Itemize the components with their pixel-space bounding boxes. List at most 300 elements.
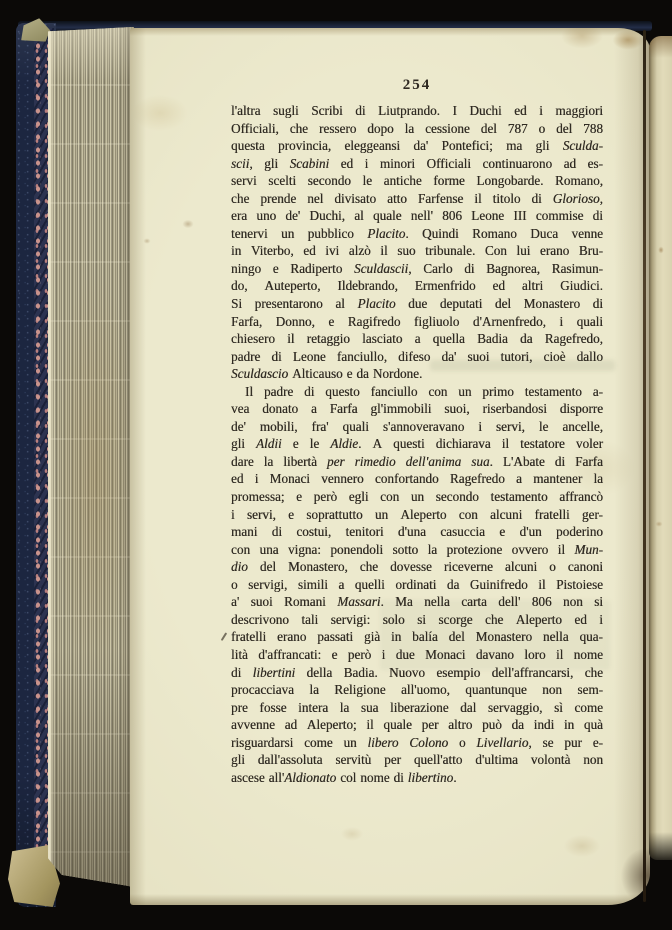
word: gli — [231, 436, 245, 452]
word: vigna: — [287, 541, 321, 557]
word: e — [272, 260, 279, 276]
word: 806 — [442, 208, 462, 224]
word: retaggio — [306, 331, 350, 347]
word: al — [335, 296, 345, 312]
word: dopo — [367, 120, 394, 136]
word: padre — [231, 348, 261, 364]
word: già — [363, 629, 381, 645]
text-line — [231, 524, 603, 542]
word: Auteperto, — [264, 278, 321, 294]
word: alzò — [348, 243, 371, 259]
word: ad — [563, 155, 577, 171]
word: Romano, — [554, 173, 603, 189]
word: dichiarava — [435, 436, 491, 452]
word: due — [408, 296, 428, 312]
word: risguardarsi — [231, 734, 294, 750]
word: fosse — [259, 699, 287, 715]
word: Romani — [284, 594, 326, 610]
word: che — [584, 664, 603, 680]
text-line — [231, 296, 603, 314]
word: Massari. — [337, 594, 384, 610]
word: lui — [516, 243, 531, 259]
word: Giudici. — [560, 278, 603, 294]
word: a — [310, 401, 317, 417]
word: Aldii — [256, 436, 282, 452]
word: Nordone. — [372, 366, 423, 382]
word: divisato — [334, 190, 377, 206]
word: Romano — [472, 225, 517, 241]
word: la — [263, 453, 274, 469]
text-line — [231, 594, 603, 612]
word: III — [513, 208, 527, 224]
word: questo — [325, 383, 360, 399]
word: scii, — [231, 155, 253, 171]
word: sua. — [471, 453, 493, 469]
word: Aleperto — [515, 611, 562, 627]
word: con — [380, 489, 400, 505]
word: sua — [360, 699, 379, 715]
word: non — [583, 752, 603, 768]
word: Bagnorea, — [486, 260, 540, 276]
word: ma — [506, 138, 523, 154]
word: nell' — [410, 208, 433, 224]
word: di — [592, 208, 603, 224]
word: 787 — [507, 120, 528, 136]
word: del — [480, 120, 497, 136]
word: sì — [554, 699, 563, 715]
word: eleggeansi — [344, 138, 401, 154]
word: alcuni — [490, 506, 523, 522]
word: la — [427, 541, 438, 557]
word: quelli — [354, 576, 385, 592]
word: scelti — [268, 173, 297, 189]
word: quale — [383, 717, 412, 733]
word: i — [364, 155, 369, 171]
word: soprattutto — [306, 506, 363, 522]
word: e — [292, 436, 299, 452]
text-line — [231, 700, 603, 718]
word: Officiali, — [231, 120, 279, 136]
word: non — [562, 594, 583, 610]
text-line — [231, 682, 603, 700]
word: Carlo — [423, 260, 453, 276]
word: gli — [535, 138, 550, 154]
word: due — [395, 646, 415, 662]
word: tenitori — [345, 524, 384, 540]
word: con — [458, 506, 478, 522]
text-line — [231, 419, 603, 437]
text-line — [231, 349, 603, 367]
word: pre — [231, 699, 248, 715]
word: dell' — [498, 594, 521, 610]
word: Glorioso, — [552, 190, 603, 206]
word: servi, — [495, 418, 525, 434]
word: tenervi — [231, 225, 268, 241]
word: libertà — [283, 453, 317, 469]
word: e — [328, 313, 335, 329]
word: Ragefredo, — [544, 331, 603, 347]
paragraph — [231, 384, 603, 788]
word: Livellario, — [476, 734, 532, 750]
word: che — [231, 190, 250, 206]
word: s'annoveravano — [382, 418, 465, 434]
text-line — [231, 665, 603, 683]
word: un — [458, 383, 472, 399]
word: libero — [367, 734, 399, 750]
word: col — [340, 769, 357, 785]
word: o — [538, 120, 546, 136]
word: ivi — [325, 243, 340, 259]
word: lità — [231, 646, 248, 662]
word: atto — [387, 190, 407, 206]
word: simili — [297, 576, 328, 592]
word: casuccia — [440, 524, 485, 540]
word: che — [359, 559, 379, 575]
word: nome — [360, 769, 390, 785]
word: rimedio — [354, 453, 396, 469]
word: servi — [231, 173, 257, 189]
word: la — [593, 471, 603, 487]
word: ordinati — [395, 576, 437, 592]
word: all'uomo, — [400, 682, 450, 698]
word: testatore — [520, 436, 565, 452]
word: sotto — [392, 541, 419, 557]
word: Badia. — [343, 664, 378, 680]
word: da' — [441, 348, 457, 364]
word: testamento — [524, 383, 582, 399]
word: Leone — [471, 208, 505, 224]
word: vea — [231, 401, 250, 417]
word: minori — [379, 155, 415, 171]
word: o — [549, 559, 556, 575]
word: dare — [231, 453, 254, 469]
text-line — [231, 629, 603, 647]
word: quale — [372, 208, 402, 224]
word: ed — [340, 155, 354, 171]
text-line — [231, 103, 603, 121]
word: fanciullo — [370, 383, 418, 399]
word: Aldie. — [330, 436, 362, 452]
text-line — [231, 226, 603, 244]
word: i — [254, 471, 259, 487]
word: dal — [460, 699, 477, 715]
word: donato — [262, 401, 299, 417]
word: primo — [482, 383, 514, 399]
word: descrivono — [231, 611, 289, 627]
text-line — [231, 366, 603, 384]
word: alcuni — [504, 559, 538, 575]
word: Monastero — [475, 629, 533, 645]
word: es- — [587, 155, 603, 171]
word: Liutprando. — [378, 103, 440, 118]
word: Farfa — [575, 453, 603, 469]
word: poderino — [556, 524, 603, 540]
word: ovvero — [511, 541, 549, 557]
word: servitù — [335, 752, 372, 768]
word: Ragefredo — [449, 471, 505, 487]
word: antiche — [383, 173, 422, 189]
word: e — [296, 489, 302, 505]
word: del — [494, 296, 512, 312]
word: Ermenfrido — [414, 278, 476, 294]
word: secondo — [307, 173, 351, 189]
word: nella — [424, 594, 450, 610]
word: ningo — [231, 260, 262, 276]
text-line — [231, 314, 603, 332]
word: altri — [521, 278, 544, 294]
word: difeso — [398, 348, 431, 364]
page-edges-stack — [48, 27, 134, 893]
word: però — [347, 646, 372, 662]
word: A — [372, 436, 383, 452]
word: si — [594, 594, 603, 610]
word: Officiali — [426, 155, 471, 171]
word: il — [380, 243, 388, 259]
word: in — [390, 629, 402, 645]
word: forme — [433, 173, 465, 189]
word: commise — [535, 208, 584, 224]
word: Sculdascii, — [353, 260, 412, 276]
word: era — [231, 208, 248, 224]
word: quali — [342, 418, 369, 434]
word: all'Aldionato — [268, 769, 337, 785]
word: Viterbo, — [250, 243, 294, 259]
word: se — [542, 734, 554, 750]
word: al — [354, 208, 364, 224]
text-line — [231, 191, 603, 209]
word: canoni — [567, 559, 603, 575]
word: 806 — [531, 594, 552, 610]
word: provincia, — [278, 138, 332, 154]
word: o — [458, 734, 466, 750]
word: ger- — [581, 506, 603, 522]
text-line — [231, 261, 603, 279]
text-line — [231, 454, 603, 472]
word: il — [538, 576, 546, 592]
word: Monaci — [269, 471, 310, 487]
word: il — [474, 190, 482, 206]
gutter-shadow-line — [643, 30, 646, 902]
word: Quindi — [422, 225, 459, 241]
word: tutori, — [500, 348, 533, 364]
word: indi — [533, 717, 555, 733]
word: uno — [256, 208, 277, 224]
word: Monastero, — [288, 559, 348, 575]
word: Sculda- — [562, 138, 603, 154]
word: fratelli — [231, 629, 267, 645]
word: in — [231, 243, 242, 259]
word: Longobarde. — [476, 173, 544, 189]
text-line — [231, 121, 603, 139]
word: le — [538, 418, 549, 434]
word: per — [421, 717, 439, 733]
word: per — [384, 752, 401, 768]
word: fanciullo, — [336, 348, 388, 364]
text-line — [231, 471, 603, 489]
word: quà — [583, 717, 603, 733]
word: gli — [264, 155, 279, 171]
word: servaggio, — [487, 699, 543, 715]
word: Ma — [395, 594, 413, 610]
word: gl'immobili — [370, 401, 432, 417]
word: il — [555, 646, 564, 662]
word: con — [231, 541, 251, 557]
word: voler — [575, 436, 603, 452]
text-line — [231, 489, 603, 507]
word: Nuovo — [389, 664, 425, 680]
word: egli — [348, 489, 369, 505]
word: i — [381, 646, 386, 662]
word: a' — [231, 594, 240, 610]
word: le — [362, 173, 373, 189]
word: Radiperto — [290, 260, 343, 276]
word: i — [231, 506, 235, 522]
word: di — [271, 348, 282, 364]
word: la — [309, 682, 319, 698]
word: dell'anima — [405, 453, 462, 469]
word: dallo — [576, 348, 603, 364]
word: esempio — [436, 664, 481, 680]
word: in — [563, 717, 575, 733]
word: quali — [576, 313, 603, 329]
word: il — [366, 717, 374, 733]
word: di — [592, 296, 603, 312]
word: liberazione — [390, 699, 449, 715]
word: de' — [231, 418, 246, 434]
word: disporre — [559, 401, 603, 417]
word: di — [304, 383, 315, 399]
word: testamento — [490, 489, 548, 505]
word: di — [271, 524, 282, 540]
word: ed — [231, 471, 244, 487]
word: quell'atto — [413, 752, 463, 768]
word: ressero — [318, 120, 357, 136]
word: Badia — [477, 331, 508, 347]
word: Farfa — [329, 401, 358, 417]
word: a- — [592, 383, 603, 399]
word: sugli — [273, 103, 299, 118]
word: Il — [245, 383, 254, 399]
word: Alticauso — [292, 366, 343, 382]
word: do, — [231, 278, 248, 294]
word: gli — [231, 752, 245, 768]
word: d'ultima — [475, 752, 518, 768]
word: il — [557, 541, 565, 557]
word: intera — [298, 699, 329, 715]
word: cessione — [425, 120, 470, 136]
word: maggiori — [555, 103, 603, 118]
word: da — [511, 717, 524, 733]
word: a — [516, 471, 522, 487]
word: d'un — [519, 524, 542, 540]
word: libertini — [252, 664, 296, 680]
word: ponendoli — [330, 541, 384, 557]
word: le — [309, 436, 320, 452]
word: e — [288, 506, 294, 522]
word: e — [346, 366, 353, 382]
word: pur — [564, 734, 582, 750]
word: chiesero — [231, 331, 275, 347]
word: d'una — [397, 524, 426, 540]
text-line — [231, 138, 603, 156]
word: Mun- — [574, 541, 603, 557]
word: solo — [382, 611, 405, 627]
word: de' — [285, 208, 301, 224]
word: 788 — [583, 120, 603, 136]
word: non — [542, 682, 562, 698]
word: erano — [539, 243, 570, 259]
word: lasciato — [362, 331, 403, 347]
word: nel — [307, 190, 324, 206]
word: deputati — [439, 296, 483, 312]
word: ed — [303, 243, 316, 259]
word: Pistoiese — [556, 576, 603, 592]
word: ed — [574, 611, 587, 627]
word: di — [554, 453, 566, 469]
word: venne — [571, 225, 603, 241]
word: quella — [432, 331, 465, 347]
word: ed — [514, 103, 527, 118]
word: del — [448, 629, 465, 645]
word: di — [355, 103, 366, 118]
word: libertino. — [407, 769, 457, 785]
word: passati — [317, 629, 354, 645]
word: Donno, — [275, 313, 315, 329]
text-line — [231, 612, 603, 630]
word: del — [259, 559, 276, 575]
text-line — [231, 436, 603, 454]
word: il — [501, 436, 510, 452]
word: Bru- — [578, 243, 603, 259]
word: Duchi, — [309, 208, 345, 224]
text-line — [231, 507, 603, 525]
word: servi, — [246, 506, 276, 522]
word: altro — [448, 717, 473, 733]
word: Duca — [530, 225, 559, 241]
word: Pontefici; — [441, 138, 493, 154]
word: fratelli — [534, 506, 570, 522]
word: Placito. — [367, 225, 409, 241]
word: Duchi — [469, 103, 502, 118]
word: titolo — [492, 190, 521, 206]
text-line — [231, 770, 603, 788]
word: padre — [263, 383, 294, 399]
paragraph — [231, 103, 603, 384]
word: mantener — [533, 471, 583, 487]
word: della — [306, 664, 333, 680]
word: suo — [397, 243, 416, 259]
word: Farfense — [417, 190, 464, 206]
word: può — [482, 717, 502, 733]
word: servigi: — [330, 611, 371, 627]
word: da — [356, 366, 369, 382]
word: loro — [524, 646, 546, 662]
word: un — [374, 506, 389, 522]
word: un — [281, 225, 295, 241]
word: e- — [592, 734, 603, 750]
word: di — [531, 190, 542, 206]
word: Scabini — [289, 155, 330, 171]
word: una — [259, 541, 279, 557]
word: Ragifredo — [347, 313, 401, 329]
word: da — [446, 576, 460, 592]
word: questa — [231, 138, 265, 154]
word: con — [428, 383, 448, 399]
text-line — [231, 559, 603, 577]
word: ad — [284, 717, 298, 733]
word: suoi — [250, 594, 273, 610]
word: e — [499, 524, 506, 540]
